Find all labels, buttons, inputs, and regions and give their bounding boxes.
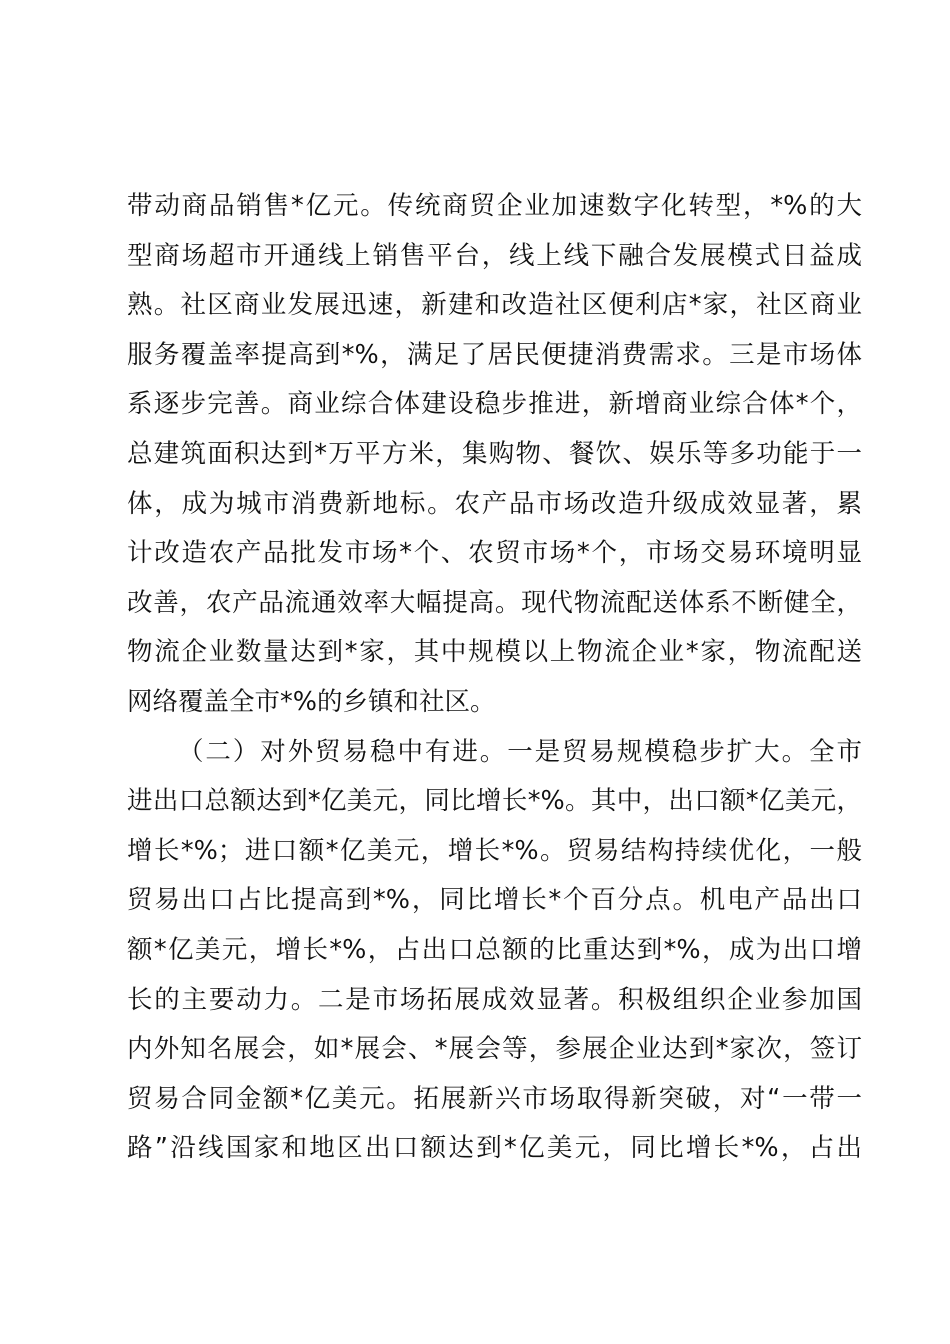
document-body <box>127 182 862 1174</box>
text-line: 贸易合同金额*亿美元。拓展新兴市场取得新突破，对“一带一 <box>127 1083 862 1114</box>
text-line: 网络覆盖全市*%的乡镇和社区。 <box>127 686 496 717</box>
section-heading-line: （二）对外贸易稳中有进。一是贸易规模稳步扩大。全市 <box>178 736 862 767</box>
text-line: 额*亿美元，增长*%，占出口总额的比重达到*%，成为出口增 <box>127 934 862 965</box>
text-line: 改善，农产品流通效率大幅提高。现代物流配送体系不断健全， <box>127 587 862 618</box>
paragraph-foreign-trade <box>127 728 862 1174</box>
text-line: 体，成为城市消费新地标。农产品市场改造升级成效显著，累 <box>127 488 862 519</box>
text-line: 总建筑面积达到*万平方米，集购物、餐饮、娱乐等多功能于一 <box>127 438 862 469</box>
text-line: 计改造农产品批发市场*个、农贸市场*个，市场交易环境明显 <box>127 538 862 569</box>
text-line: 路”沿线国家和地区出口额达到*亿美元，同比增长*%，占出 <box>127 1133 862 1164</box>
text-line: 长的主要动力。二是市场拓展成效显著。积极组织企业参加国 <box>127 984 862 1015</box>
text-line: 贸易出口占比提高到*%，同比增长*个百分点。机电产品出口 <box>127 885 862 916</box>
text-line: 进出口总额达到*亿美元，同比增长*%。其中，出口额*亿美元， <box>127 786 862 817</box>
text-line: 带动商品销售*亿元。传统商贸企业加速数字化转型，*%的大 <box>127 191 862 221</box>
text-line: 物流企业数量达到*家，其中规模以上物流企业*家，物流配送 <box>127 637 862 668</box>
text-line: 型商场超市开通线上销售平台，线上线下融合发展模式日益成 <box>127 240 862 271</box>
text-line: 系逐步完善。商业综合体建设稳步推进，新增商业综合体*个， <box>127 389 862 420</box>
paragraph-domestic-commerce <box>127 182 862 728</box>
text-line: 熟。社区商业发展迅速，新建和改造社区便利店*家，社区商业 <box>127 290 862 321</box>
text-line: 增长*%；进口额*亿美元，增长*%。贸易结构持续优化，一般 <box>127 835 862 866</box>
text-line: 内外知名展会，如*展会、*展会等，参展企业达到*家次，签订 <box>127 1034 862 1065</box>
text-line: 服务覆盖率提高到*%，满足了居民便捷消费需求。三是市场体 <box>127 339 862 370</box>
